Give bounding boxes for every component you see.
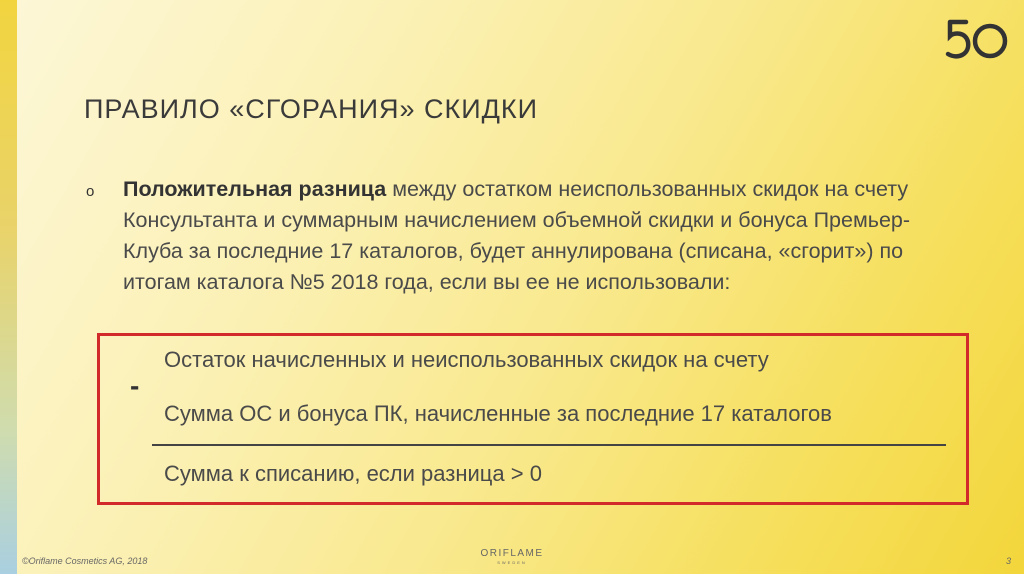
brand-subtitle: SWEDEN [497,560,527,565]
left-accent-strip [0,0,17,574]
bullet-marker: o [86,183,95,200]
formula-divider-line [152,444,946,446]
bullet-paragraph [123,174,953,298]
copyright-text: ©Oriflame Cosmetics AG, 2018 [22,556,148,566]
bullet-bold-lead: Положительная разница [123,177,387,201]
anniversary-50-logo [942,14,1010,64]
formula-line-accrued-bonus: Сумма ОС и бонуса ПК, начисленные за последние 17 каталогов [164,401,832,426]
formula-line-remaining-discount: Остаток начисленных и неиспользованных скидок на счету [164,347,769,372]
minus-sign: - [130,370,140,401]
brand-name: ORIFLAME [480,548,544,559]
bullet-text: между остатком неиспользованных скидок на счету Консультанта и суммарным начислением объемной скидки и бонуса Премьер-Клуба за последние 17 каталогов, будет аннулирована (списана, «сгорит») по итогам каталога №5 2018 года, если вы ее не использовали: [123,177,911,294]
formula-result-line: Сумма к списанию, если разница > 0 [164,461,542,486]
page-number: 3 [1006,556,1012,566]
oriflame-logo [476,548,548,565]
slide-title: ПРАВИЛО «СГОРАНИЯ» СКИДКИ [84,94,539,124]
